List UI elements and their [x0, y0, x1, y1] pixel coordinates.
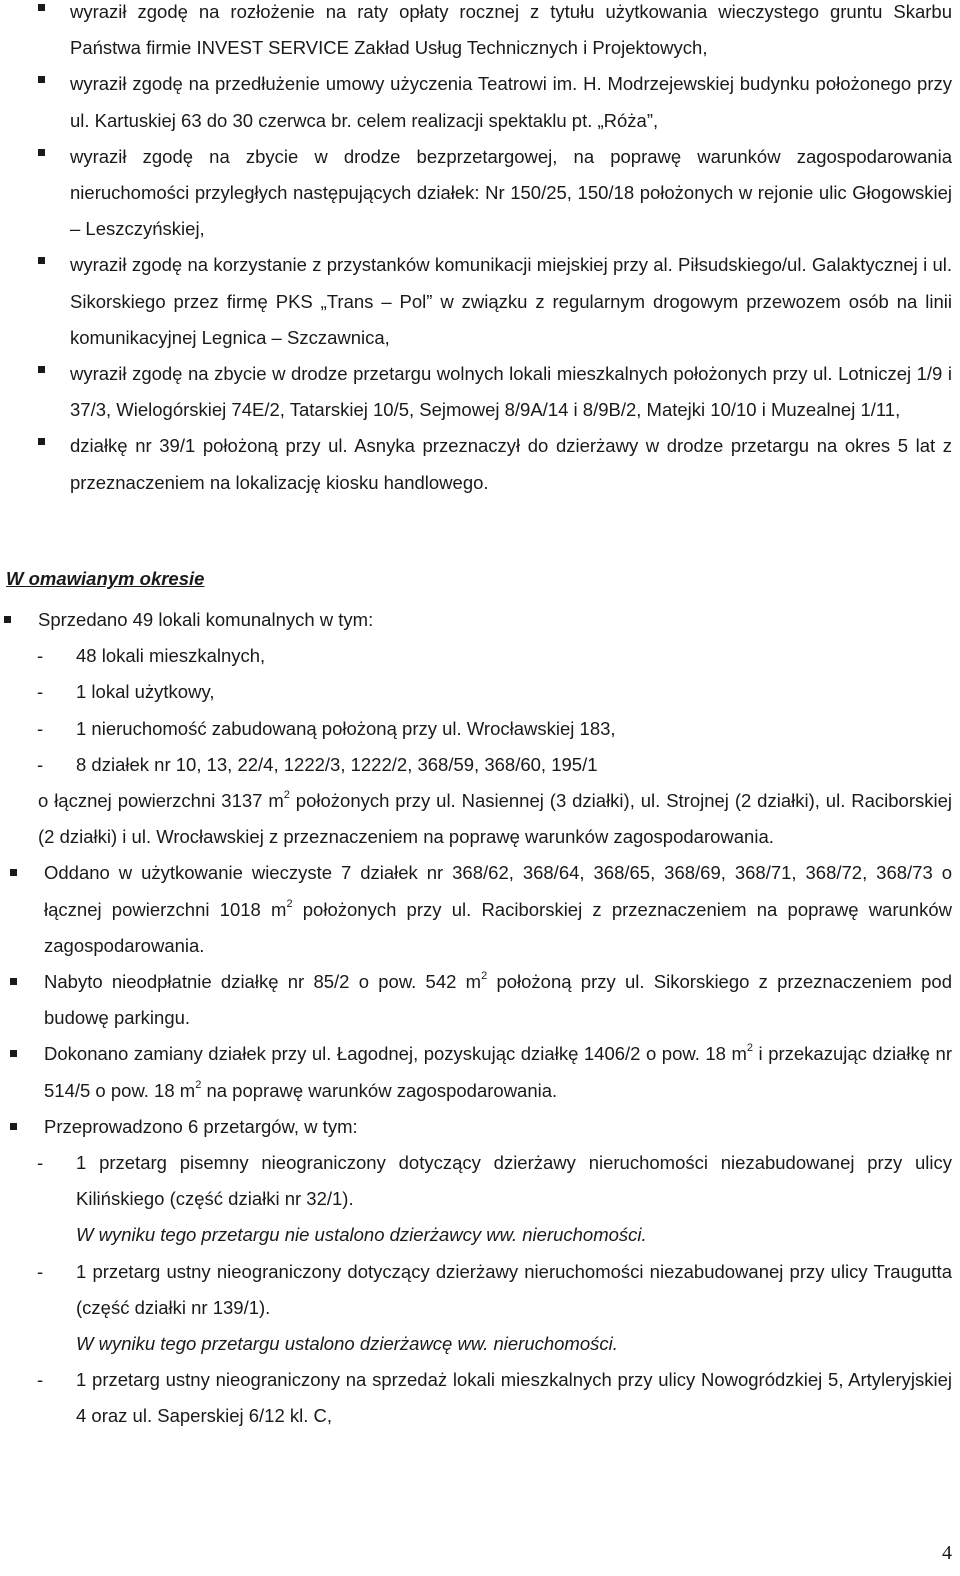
list-item: Nabyto nieodpłatnie działkę nr 85/2 o pow. 542 $m^2$ położoną przy ul. Sikorskiego z przeznaczeniem pod budowę parkingu. — [0, 964, 960, 1036]
square-bullet-icon — [38, 438, 45, 445]
dash-item: - 8 działek nr 10, 13, 22/4, 1222/3, 1222/2, 368/59, 368/60, 195/1 — [37, 753, 598, 775]
list-item: Sprzedano 49 lokali komunalnych w tym: — [0, 602, 960, 638]
dash-item: - 1 nieruchomość zabudowaną położoną przy ul. Wrocławskiej 183, — [37, 717, 616, 739]
result-note: W wyniku tego przetargu ustalono dzierżawcę ww. nieruchomości. — [76, 1333, 618, 1355]
dash-item: - 48 lokali mieszkalnych, — [37, 645, 266, 667]
list-item: wyraził zgodę na przedłużenie umowy użyczenia Teatrowi im. H. Modrzejewskiej budynku położonego przy ul. Kartuskiej 63 do 30 czerwca br. celem realizacji spektaklu pt. „Róża”, — [0, 66, 960, 138]
square-bullet-icon — [38, 257, 45, 264]
decisions-list — [0, 0, 960, 501]
dash-item: - 1 przetarg pisemny nieograniczony dotyczący dzierżawy nieruchomości niezabudowanej przy ulicy Kilińskiego (część działki nr 32/1). — [37, 1152, 952, 1210]
list-item: działkę nr 39/1 położoną przy ul. Asnyka przeznaczył do dzierżawy w drodze przetargu na okres 5 lat z przeznaczeniem na lokalizację kiosku handlowego. — [0, 428, 960, 500]
square-bullet-icon — [38, 4, 45, 11]
list-item: Przeprowadzono 6 przetargów, w tym: — [0, 1109, 960, 1145]
square-bullet-icon — [10, 978, 17, 985]
list-item: Dokonano zamiany działek przy ul. Łagodnej, pozyskując działkę 1406/2 o pow. 18 $m^2$ i przekazując działkę nr 514/5 o pow. 18 $m^2$ na poprawę warunków zagospodarowania. — [0, 1036, 960, 1108]
square-bullet-icon — [38, 366, 45, 373]
square-bullet-icon — [38, 76, 45, 83]
dash-item: - 1 przetarg ustny nieograniczony dotyczący dzierżawy nieruchomości niezabudowanej przy ulicy Traugutta (część działki nr 139/1). — [37, 1260, 952, 1318]
list-item: wyraził zgodę na zbycie w drodze bezprzetargowej, na poprawę warunków zagospodarowania nieruchomości przyległych następujących działek: Nr 150/25, 150/18 położonych w rejonie ulic Głogowskiej – Leszczyńskiej, — [0, 139, 960, 248]
section-heading: W omawianym okresie — [6, 568, 205, 589]
square-bullet-icon — [10, 1123, 17, 1130]
square-bullet-icon — [10, 869, 17, 876]
sales-section — [0, 602, 960, 1435]
dash-item: - 1 lokal użytkowy, — [37, 681, 215, 703]
square-bullet-icon — [10, 1050, 17, 1057]
list-item: Oddano w użytkowanie wieczyste 7 działek nr 368/62, 368/64, 368/65, 368/69, 368/71, 368/72, 368/73 o łącznej powierzchni 1018 $m^2$ położonych przy ul. Raciborskiej z przeznaczeniem na poprawę warunków zagospodarowania. — [0, 855, 960, 964]
page-number: 4 — [942, 1542, 952, 1564]
square-bullet-icon — [4, 616, 11, 623]
area-paragraph: o łącznej powierzchni 3137 $m^2$ położonych przy ul. Nasiennej (3 działki), ul. Strojnej (2 działki), ul. Raciborskiej (2 działki) i ul. Wrocławskiej z przeznaczeniem na poprawę warunków zagospodarowania. — [38, 789, 953, 848]
list-item: wyraził zgodę na korzystanie z przystanków komunikacji miejskiej przy al. Piłsudskiego/ul. Galaktycznej i ul. Sikorskiego przez firmę PKS „Trans – Pol” w związku z regularnym drogowym przewozem osób na linii komunikacyjnej Legnica – Szczawnica, — [0, 247, 960, 356]
list-item: wyraził zgodę na zbycie w drodze przetargu wolnych lokali mieszkalnych położonych przy ul. Lotniczej 1/9 i 37/3, Wielogórskiej 74E/2, Tatarskiej 10/5, Sejmowej 8/9A/14 i 8/9B/2, Matejki 10/10 i Muzealnej 1/11, — [0, 356, 960, 428]
dash-item: - 1 przetarg ustny nieograniczony na sprzedaż lokali mieszkalnych przy ulicy Nowogródzkiej 5, Artyleryjskiej 4 oraz ul. Saperskiej 6/12 kl. C, — [37, 1369, 952, 1427]
result-note: W wyniku tego przetargu nie ustalono dzierżawcy ww. nieruchomości. — [76, 1224, 647, 1246]
square-bullet-icon — [38, 149, 45, 156]
list-item: wyraził zgodę na rozłożenie na raty opłaty rocznej z tytułu użytkowania wieczystego gruntu Skarbu Państwa firmie INVEST SERVICE Zakład Usług Technicznych i Projektowych, — [0, 0, 960, 66]
